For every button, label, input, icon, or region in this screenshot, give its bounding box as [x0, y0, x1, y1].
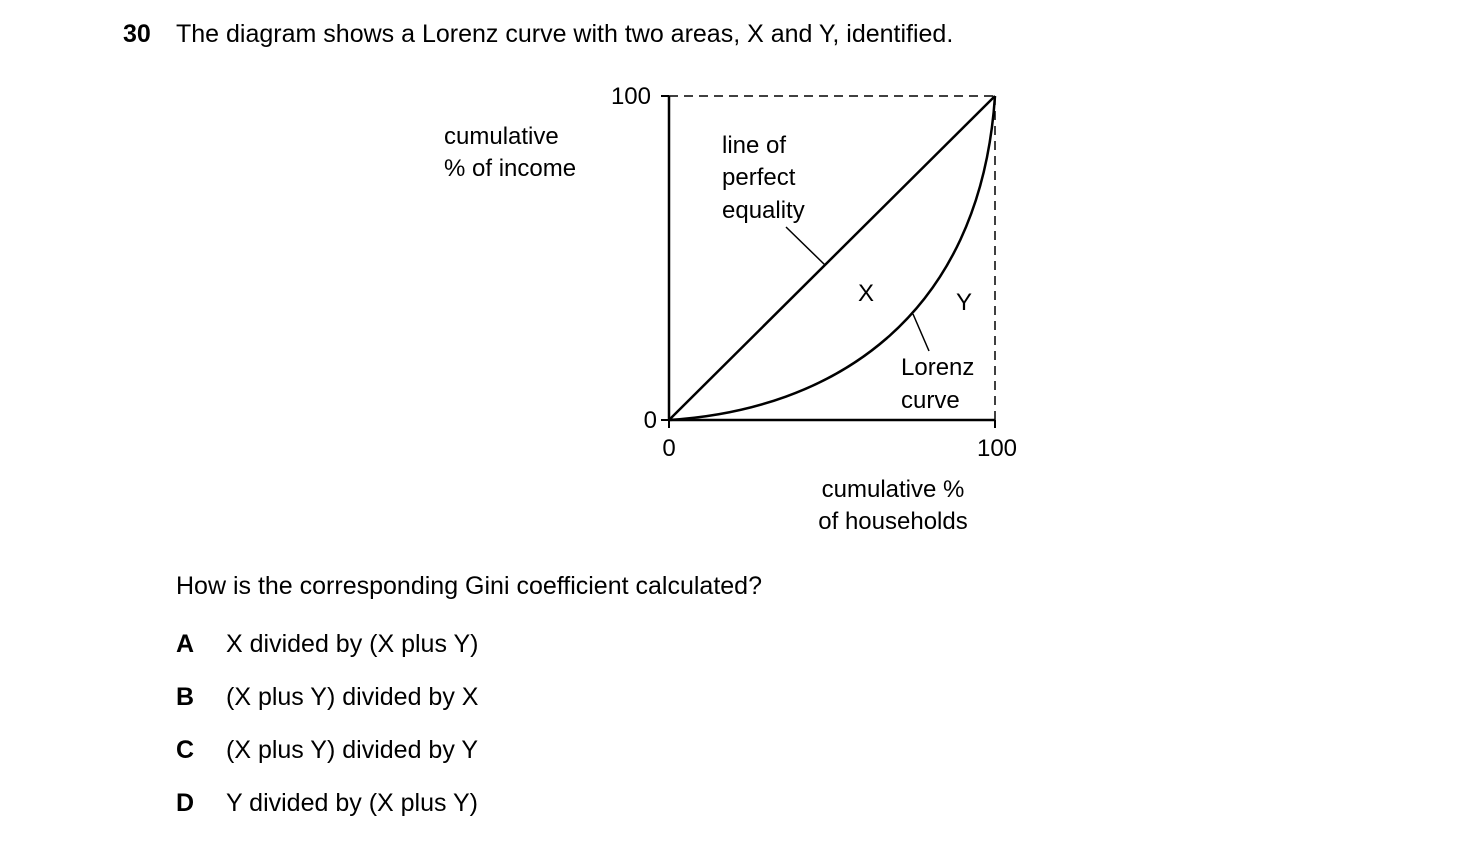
x-axis-label-line1: cumulative %: [821, 476, 965, 503]
equality-label-line1: line of: [722, 132, 787, 159]
x-tick-label-0: 0: [662, 435, 676, 462]
option-letter: A: [176, 630, 195, 658]
lorenz-label-line1: Lorenz: [901, 354, 975, 381]
area-y-label: Y: [955, 289, 973, 316]
option-text: X divided by (X plus Y): [226, 630, 479, 658]
equality-label-line2: perfect: [722, 164, 796, 191]
y-axis-label-line1: cumulative: [444, 123, 559, 150]
question-text: The diagram shows a Lorenz curve with two areas, X and Y, identified.: [176, 20, 954, 48]
option-letter: C: [176, 736, 195, 764]
y-tick-label-0: 0: [643, 407, 657, 434]
equality-label-line3: equality: [722, 197, 805, 224]
question-prompt: How is the corresponding Gini coefficient calculated?: [176, 572, 762, 600]
option-text: (X plus Y) divided by X: [226, 683, 479, 711]
lorenz-leader-line: [913, 314, 929, 351]
option-letter: D: [176, 789, 195, 817]
lorenz-label-line2: curve: [901, 387, 960, 414]
x-tick-label-100: 100: [976, 435, 1018, 462]
y-axis-label-line2: % of income: [444, 155, 577, 182]
equality-leader-line: [786, 227, 825, 265]
x-axis-label-line2: of households: [818, 508, 968, 535]
option-letter: B: [176, 683, 195, 711]
y-tick-label-100: 100: [610, 83, 651, 110]
question-number: 30: [123, 20, 151, 48]
option-text: Y divided by (X plus Y): [226, 789, 478, 817]
area-x-label: X: [857, 280, 875, 307]
option-text: (X plus Y) divided by Y: [226, 736, 478, 764]
